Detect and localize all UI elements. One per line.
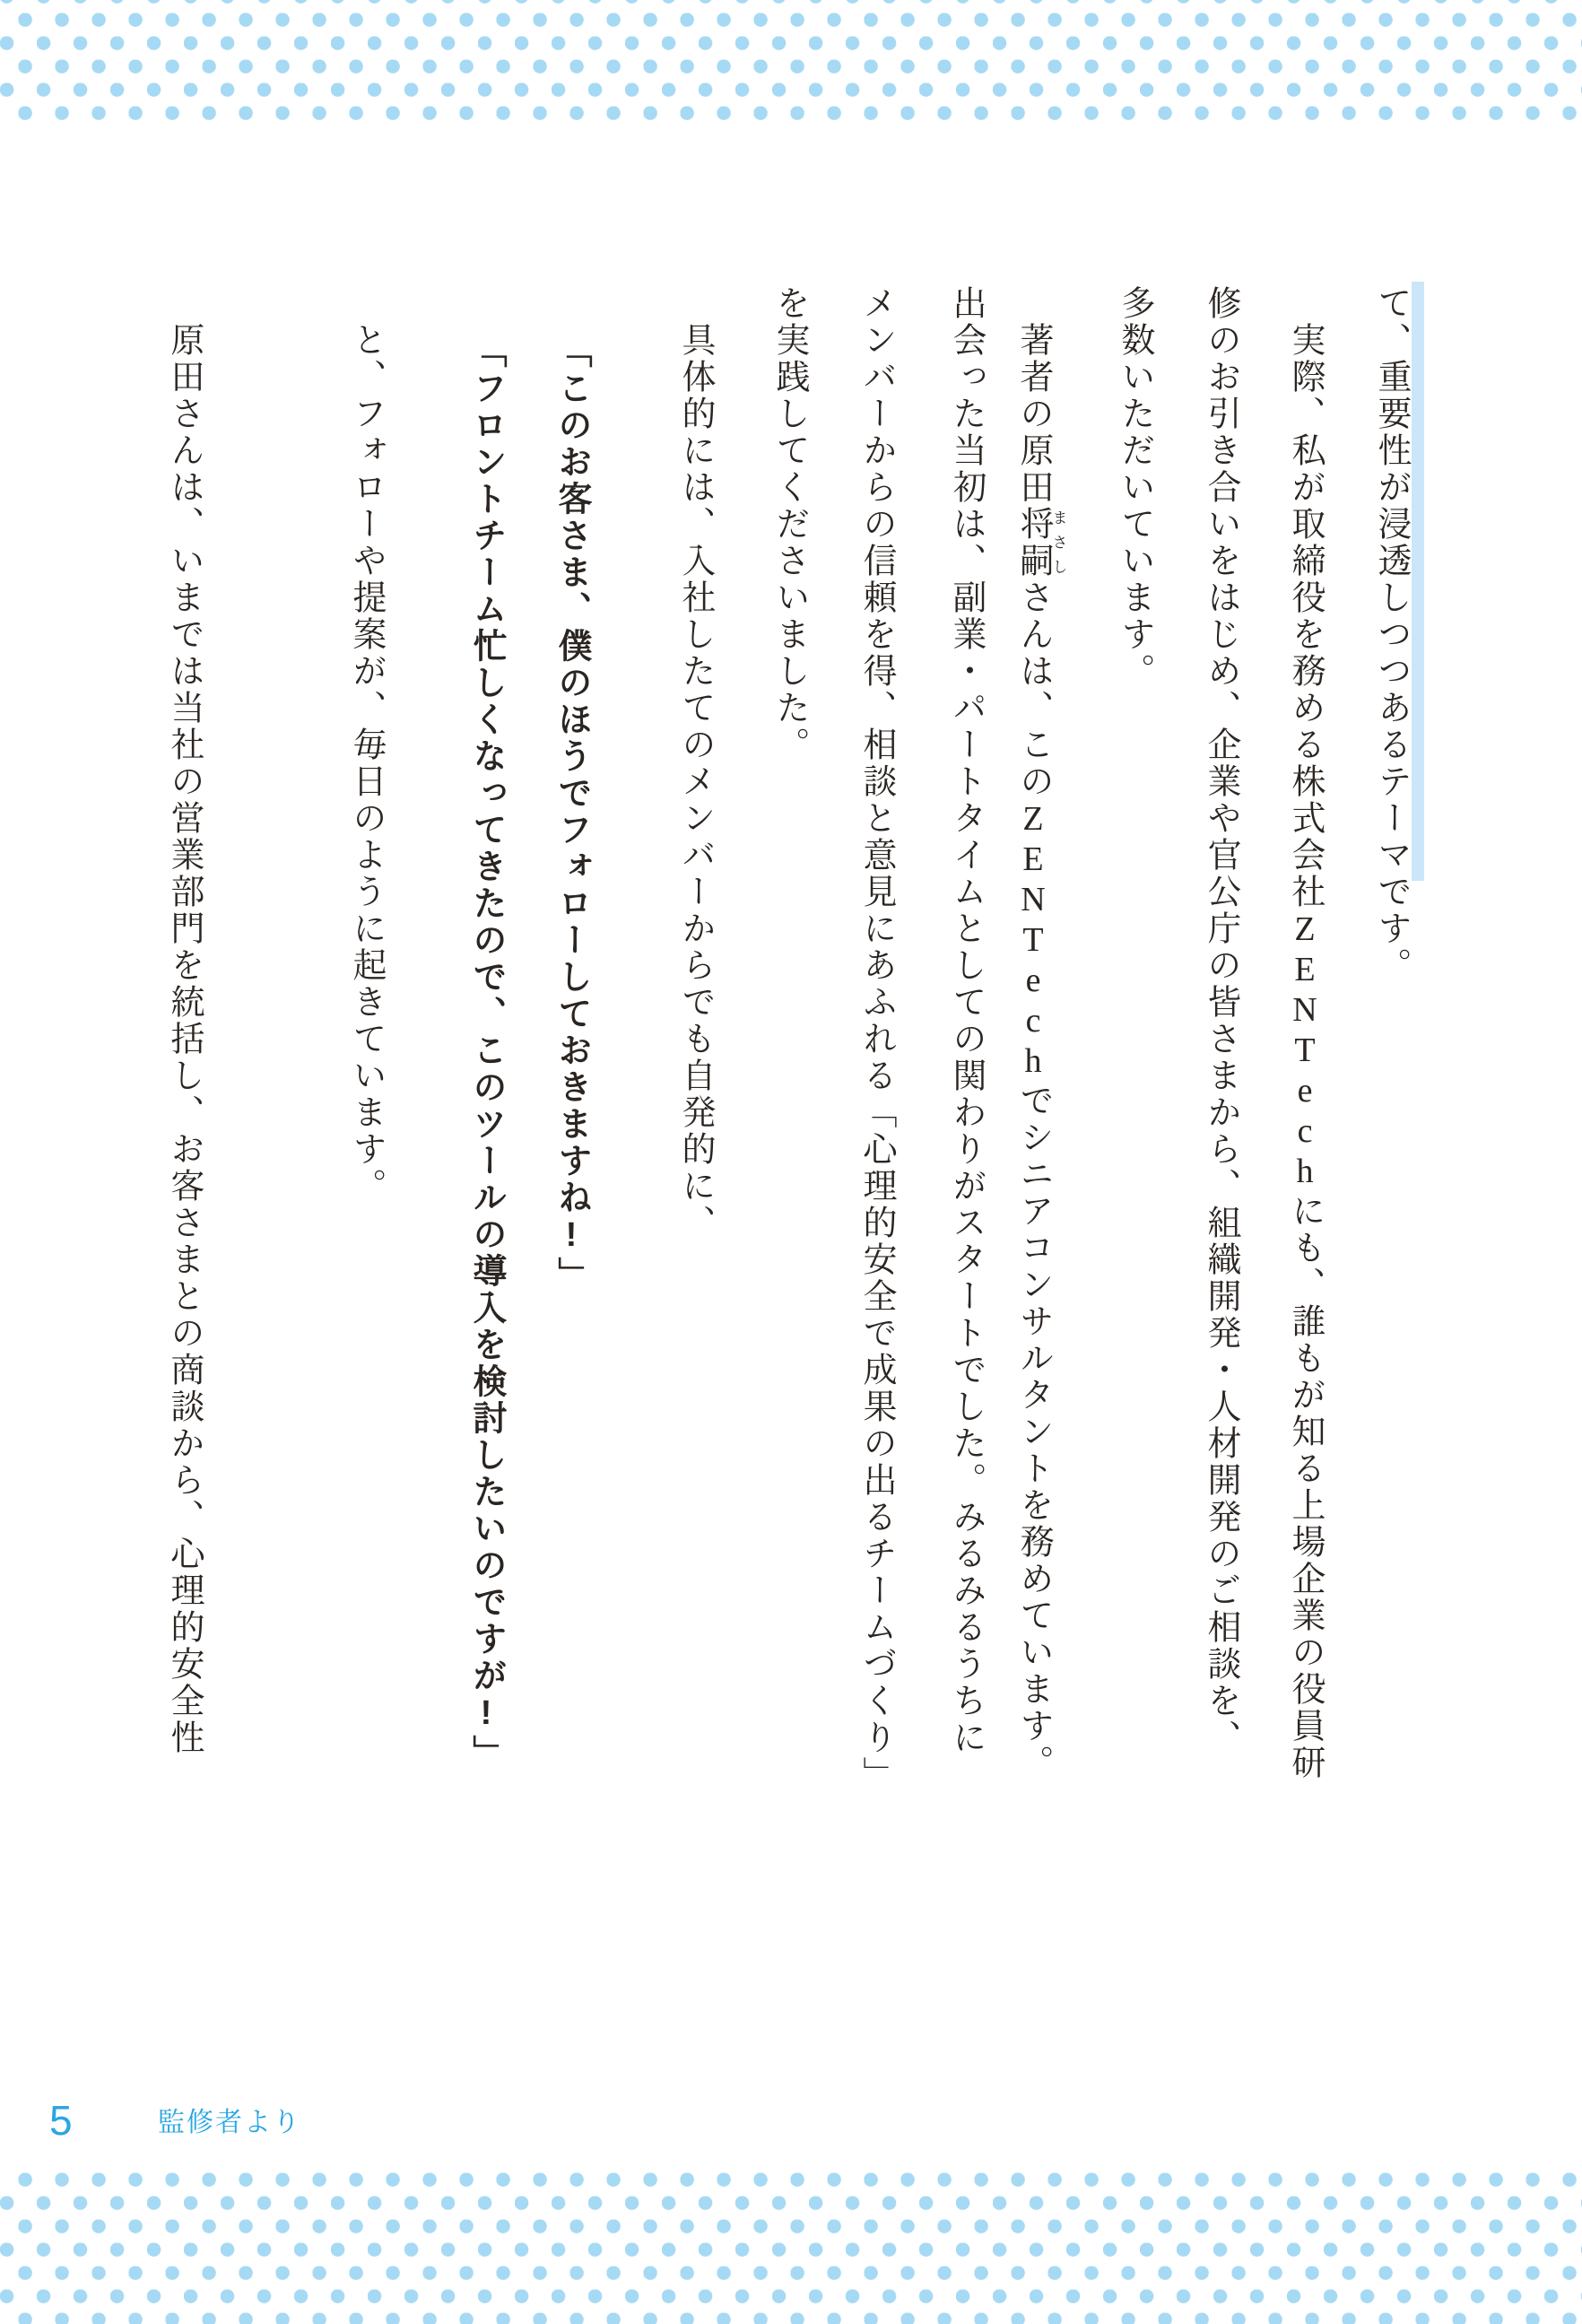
bottom-dot-pattern bbox=[0, 2169, 1582, 2324]
page-footer bbox=[0, 2094, 1582, 2148]
column-daily-follow: と、フォローや提案が、毎日のように起きています。 bbox=[347, 322, 385, 1205]
section-label: 監修者より bbox=[158, 2108, 301, 2137]
column-zentech-consulting-3: 多数いただいています。 bbox=[1116, 285, 1153, 690]
author-name-base: 将嗣 bbox=[1014, 506, 1052, 579]
column-example-intro: 具体的には、入社したてのメンバーからでも自発的に、 bbox=[676, 322, 714, 1241]
page-number: 5 bbox=[49, 2097, 73, 2144]
top-dot-pattern bbox=[0, 0, 1582, 122]
column-theme-intro bbox=[1372, 285, 1410, 984]
column-author-start: 出会った当初は、副業・パートタイムとしての関わりがスタートでした。みるみるうちに bbox=[947, 285, 985, 1756]
author-intro-pre: 著者の原田 bbox=[1014, 322, 1052, 506]
column-zentech-consulting-2: 修のお引き合いをはじめ、企業や官公庁の皆さまから、組織開発・人材開発のご相談を、 bbox=[1202, 285, 1239, 1756]
column-harada-now: 原田さんは、いまでは当社の営業部門を統括し、お客さまとの商談から、心理的安全性 bbox=[165, 322, 203, 1756]
column-zentech-consulting-1: 実際、私が取締役を務める株式会社ZENTechにも、誰もが知る上場企業の役員研 bbox=[1286, 322, 1324, 1781]
column-practice: を実践してくださいました。 bbox=[770, 285, 808, 763]
highlighted-phrase: て、重要性が浸透しつつあるテーマ bbox=[1372, 285, 1410, 874]
phrase-ending: です。 bbox=[1372, 874, 1410, 984]
author-name-furigana: まさし bbox=[1049, 506, 1067, 579]
column-team-building: メンバーからの信頼を得、相談と意見にあふれる「心理的安全で成果の出るチームづくり」 bbox=[857, 285, 895, 1793]
column-author-intro bbox=[1014, 322, 1067, 1781]
column-quote-follow: 「このお客さま、僕のほうでフォローしておきますね!」 bbox=[552, 334, 590, 1293]
author-intro-post: さんは、このZENTechでシニアコンサルタントを務めています。 bbox=[1014, 579, 1052, 1781]
highlight-marker bbox=[1412, 282, 1424, 881]
author-name-ruby bbox=[1014, 506, 1067, 579]
column-quote-tool: 「フロントチーム忙しくなってきたので、このツールの導入を検討したいのですが!」 bbox=[467, 334, 505, 1771]
